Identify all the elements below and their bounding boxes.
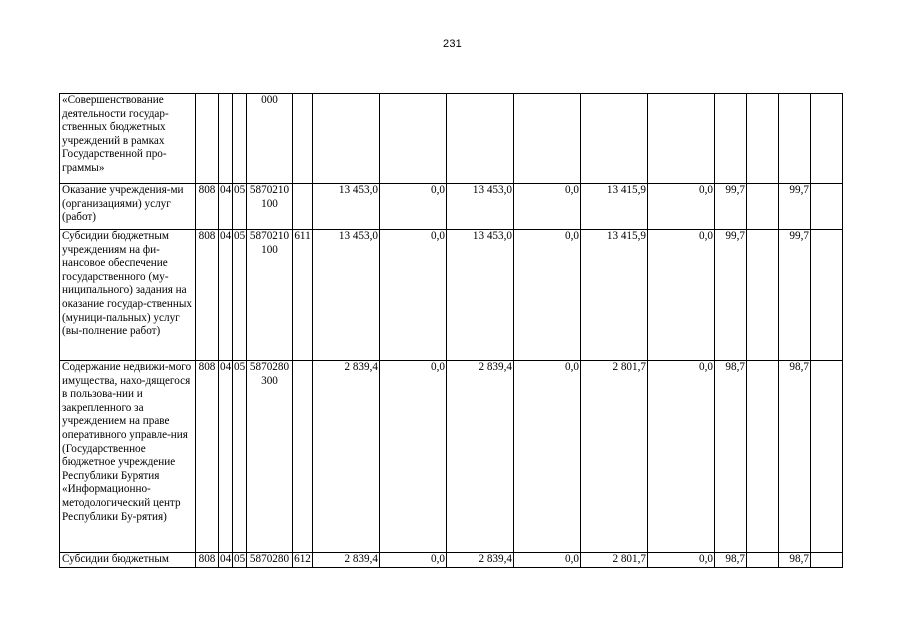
table-row xyxy=(60,361,843,553)
empty-cell xyxy=(747,553,779,568)
amount-3: 13 453,0 xyxy=(447,230,514,361)
subsection-code: 05 xyxy=(233,553,247,568)
section-code: 04 xyxy=(219,553,233,568)
amount-6: 0,0 xyxy=(648,184,715,230)
empty-cell xyxy=(811,94,843,184)
amount-1: 13 453,0 xyxy=(313,184,380,230)
subsection-code: 05 xyxy=(233,184,247,230)
amount-1 xyxy=(313,94,380,184)
amount-1: 13 453,0 xyxy=(313,230,380,361)
amount-5 xyxy=(581,94,648,184)
empty-cell xyxy=(747,361,779,553)
percent-2: 98,7 xyxy=(779,553,811,568)
grbs-code: 808 xyxy=(196,230,219,361)
amount-4: 0,0 xyxy=(514,361,581,553)
empty-cell xyxy=(811,361,843,553)
table-row xyxy=(60,553,843,568)
row-name: Субсидии бюджетным учреждениям на фи-нансовое обеспечение государственного (му-ниципального) задания на оказание государ-ственных (муници-пальных) услуг (вы-полнение работ) xyxy=(60,230,196,361)
amount-5: 2 801,7 xyxy=(581,553,648,568)
percent-1: 98,7 xyxy=(715,361,747,553)
empty-cell xyxy=(747,94,779,184)
empty-cell xyxy=(811,553,843,568)
page-number: 231 xyxy=(443,38,462,50)
percent-2: 99,7 xyxy=(779,184,811,230)
amount-3 xyxy=(447,94,514,184)
amount-3: 2 839,4 xyxy=(447,553,514,568)
amount-2: 0,0 xyxy=(380,184,447,230)
amount-4 xyxy=(514,94,581,184)
table-row xyxy=(60,184,843,230)
amount-2: 0,0 xyxy=(380,230,447,361)
percent-1 xyxy=(715,94,747,184)
expense-type-code xyxy=(293,94,313,184)
target-article-code: 5870280 300 xyxy=(247,361,293,553)
expense-type-code xyxy=(293,184,313,230)
subsection-code: 05 xyxy=(233,361,247,553)
grbs-code: 808 xyxy=(196,361,219,553)
amount-5: 13 415,9 xyxy=(581,184,648,230)
amount-3: 13 453,0 xyxy=(447,184,514,230)
percent-1: 99,7 xyxy=(715,230,747,361)
section-code: 04 xyxy=(219,361,233,553)
row-name: «Совершенствование деятельности государ-ственных бюджетных учреждений в рамках Государственной про-граммы» xyxy=(60,94,196,184)
subsection-code: 05 xyxy=(233,230,247,361)
table-row xyxy=(60,94,843,184)
amount-5: 13 415,9 xyxy=(581,230,648,361)
table-row xyxy=(60,230,843,361)
amount-5: 2 801,7 xyxy=(581,361,648,553)
expense-type-code: 612 xyxy=(293,553,313,568)
percent-2: 99,7 xyxy=(779,230,811,361)
amount-6: 0,0 xyxy=(648,230,715,361)
amount-4: 0,0 xyxy=(514,230,581,361)
amount-6: 0,0 xyxy=(648,553,715,568)
empty-cell xyxy=(811,184,843,230)
empty-cell xyxy=(811,230,843,361)
empty-cell xyxy=(747,230,779,361)
expense-type-code: 611 xyxy=(293,230,313,361)
percent-1: 98,7 xyxy=(715,553,747,568)
target-article-code: 5870210 100 xyxy=(247,230,293,361)
amount-6: 0,0 xyxy=(648,361,715,553)
amount-2 xyxy=(380,94,447,184)
amount-6 xyxy=(648,94,715,184)
amount-2: 0,0 xyxy=(380,553,447,568)
grbs-code: 808 xyxy=(196,184,219,230)
target-article-code: 5870280 xyxy=(247,553,293,568)
grbs-code: 808 xyxy=(196,553,219,568)
amount-1: 2 839,4 xyxy=(313,361,380,553)
amount-3: 2 839,4 xyxy=(447,361,514,553)
amount-1: 2 839,4 xyxy=(313,553,380,568)
amount-4: 0,0 xyxy=(514,553,581,568)
amount-4: 0,0 xyxy=(514,184,581,230)
percent-2 xyxy=(779,94,811,184)
section-code xyxy=(219,94,233,184)
row-name: Содержание недвижи-мого имущества, нахо-дящегося в пользова-нии и закрепленного за учреждением на праве оперативного управле-ния (Государственное бюджетное учреждение Республики Бурятия «Информационно-методологический центр Республики Бу-рятия) xyxy=(60,361,196,553)
subsection-code xyxy=(233,94,247,184)
row-name: Субсидии бюджетным xyxy=(60,553,196,568)
percent-1: 99,7 xyxy=(715,184,747,230)
expense-type-code xyxy=(293,361,313,553)
grbs-code xyxy=(196,94,219,184)
row-name: Оказание учреждения-ми (организациями) услуг (работ) xyxy=(60,184,196,230)
amount-2: 0,0 xyxy=(380,361,447,553)
budget-table xyxy=(59,93,843,568)
percent-2: 98,7 xyxy=(779,361,811,553)
target-article-code: 5870210 100 xyxy=(247,184,293,230)
section-code: 04 xyxy=(219,184,233,230)
target-article-code: 000 xyxy=(247,94,293,184)
empty-cell xyxy=(747,184,779,230)
section-code: 04 xyxy=(219,230,233,361)
